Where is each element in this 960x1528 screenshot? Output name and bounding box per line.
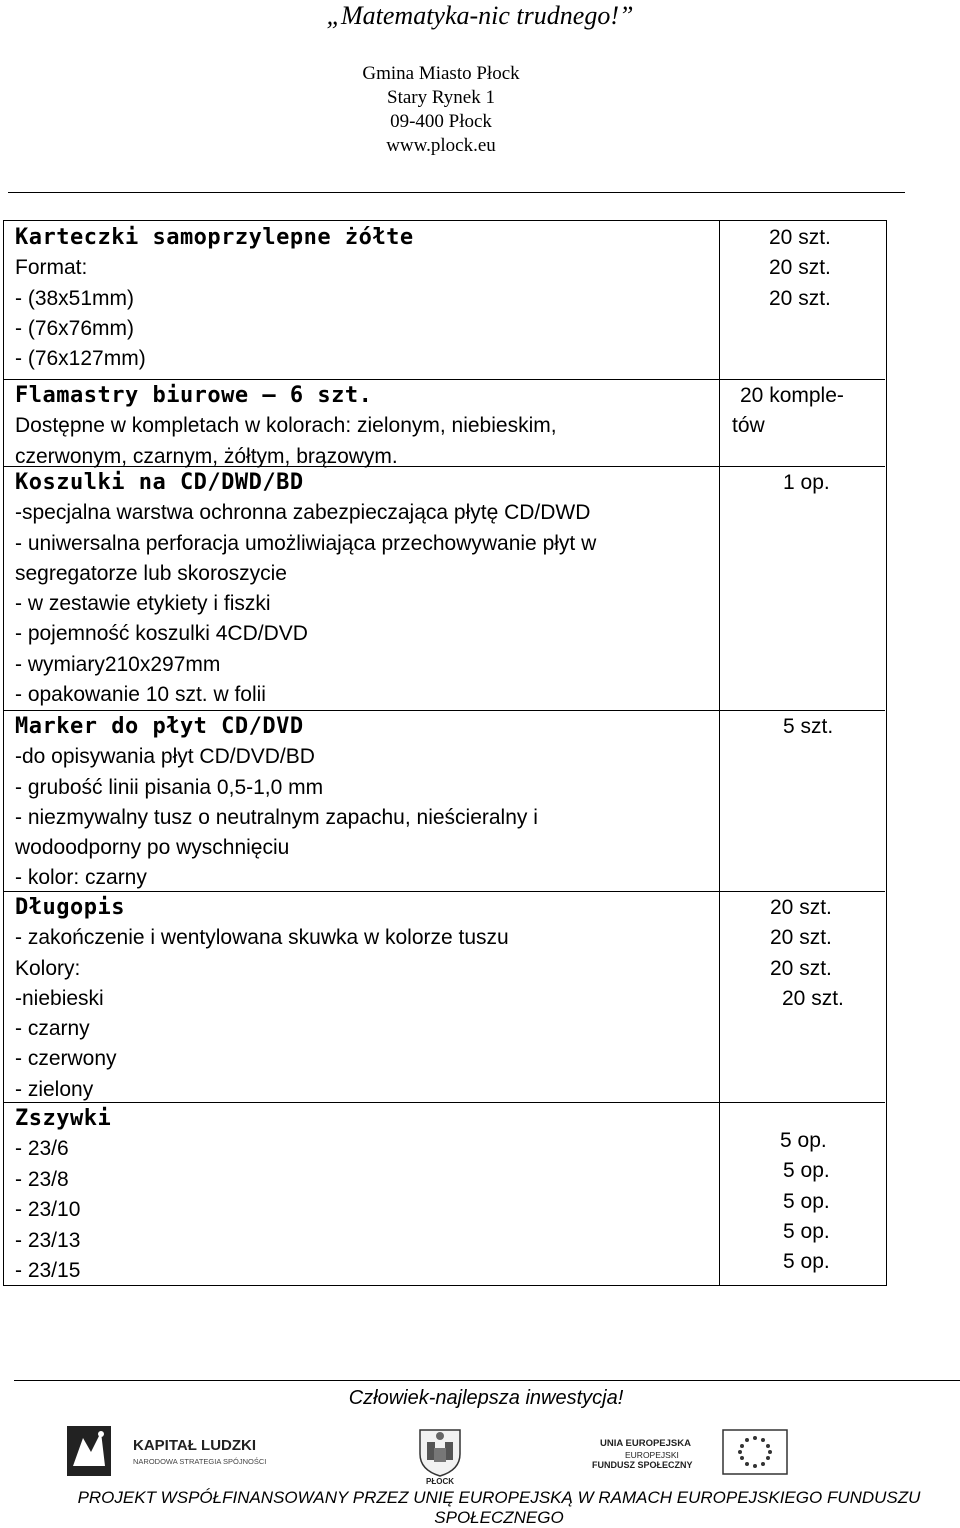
quantity-line: tów <box>732 414 765 438</box>
item-quantity <box>720 710 885 891</box>
footer-divider <box>14 1380 960 1381</box>
project-note <box>0 1488 960 1528</box>
logo-strip <box>65 1418 925 1484</box>
ue-text-1: UNIA EUROPEJSKA <box>600 1438 691 1449</box>
item-detail-line: - kolor: czarny <box>15 866 147 890</box>
quantity-line: 5 op. <box>783 1250 830 1274</box>
item-row <box>4 221 885 380</box>
kapital-ludzki-logo <box>67 1426 266 1476</box>
item-row <box>4 379 885 467</box>
item-detail-line: - uniwersalna perforacja umożliwiająca przechowywanie płyt w <box>15 531 597 555</box>
address-line-2: Stary Rynek 1 <box>387 87 495 108</box>
item-title: Zszywki <box>15 1106 112 1131</box>
item-detail-line: - (38x51mm) <box>15 286 135 310</box>
quantity-line: 1 op. <box>783 471 830 494</box>
item-detail-line: - opakowanie 10 szt. w folii <box>15 683 266 707</box>
quantity-line: 5 op. <box>780 1129 827 1152</box>
item-detail-line: - 23/13 <box>15 1228 81 1252</box>
item-detail-line: - 23/6 <box>15 1137 69 1161</box>
ue-efs-logo <box>592 1430 787 1474</box>
item-quantity <box>720 1102 885 1285</box>
item-description <box>4 1102 720 1285</box>
item-detail-line: Dostępne w kompletach w kolorach: zielonym, niebieskim, <box>15 414 557 438</box>
item-row <box>4 891 885 1103</box>
items-table <box>3 220 887 1286</box>
item-quantity <box>720 466 885 710</box>
item-detail-line: - czarny <box>15 1017 90 1041</box>
address-line-4: www.plock.eu <box>386 135 496 156</box>
item-detail-line: - pojemność koszulki 4CD/DVD <box>15 622 308 646</box>
address-line-3: 09-400 Płock <box>390 111 492 132</box>
quantity-line: 20 szt. <box>770 956 832 980</box>
item-row <box>4 710 885 892</box>
quantity-line: 20 szt. <box>769 226 831 249</box>
item-detail-line: - (76x127mm) <box>15 347 146 371</box>
item-detail-line: -specjalna warstwa ochronna zabezpieczająca płytę CD/DWD <box>15 501 591 525</box>
item-detail-line: wodoodporny po wyschnięciu <box>15 836 290 860</box>
item-title: Karteczki samoprzylepne żółte <box>15 225 414 250</box>
quantity-line: 20 komple- <box>740 384 844 407</box>
address-block <box>0 62 882 158</box>
eu-logos <box>65 1418 925 1484</box>
item-title: Koszulki na CD/DWD/BD <box>15 470 304 495</box>
kapital-ludzki-text: KAPITAŁ LUDZKI <box>133 1437 257 1454</box>
item-detail-line: - zielony <box>15 1077 94 1101</box>
item-quantity <box>720 221 885 379</box>
project-note-line-1: PROJEKT WSPÓŁFINANSOWANY PRZEZ UNIĘ EUROPEJSKĄ W RAMACH EUROPEJSKIEGO FUNDUSZU <box>77 1488 921 1507</box>
ue-text-3: FUNDUSZ SPOŁECZNY <box>592 1460 693 1470</box>
item-description <box>4 221 720 379</box>
item-detail-line: -do opisywania płyt CD/DVD/BD <box>15 745 315 769</box>
quantity-line: 20 szt. <box>770 926 832 950</box>
item-description <box>4 891 720 1102</box>
item-detail-line: Format: <box>15 256 88 280</box>
item-title: Marker do płyt CD/DVD <box>15 714 304 739</box>
plock-coat-of-arms <box>420 1430 460 1484</box>
quantity-line: 20 szt. <box>769 256 831 280</box>
quantity-line: 5 op. <box>783 1189 830 1213</box>
footer-slogan: Człowiek-najlepsza inwestycja! <box>348 1387 624 1409</box>
item-detail-line: - w zestawie etykiety i fiszki <box>15 592 271 616</box>
quantity-line: 20 szt. <box>782 986 844 1010</box>
item-title: Długopis <box>15 895 125 920</box>
address-line-1: Gmina Miasto Płock <box>362 63 520 84</box>
quantity-line: 5 op. <box>783 1219 830 1243</box>
item-detail-line: segregatorze lub skoroszycie <box>15 561 287 585</box>
item-description <box>4 466 720 710</box>
item-description <box>4 379 720 466</box>
item-description <box>4 710 720 891</box>
item-row <box>4 466 885 711</box>
item-title: Flamastry biurowe – 6 szt. <box>15 383 373 408</box>
item-detail-line: czerwonym, czarnym, żółtym, brązowym. <box>15 444 398 468</box>
item-detail-line: -niebieski <box>15 986 104 1010</box>
project-note-line-2: SPOŁECZNEGO <box>434 1508 564 1527</box>
item-detail-line: - czerwony <box>15 1047 117 1071</box>
item-detail-line: - 23/8 <box>15 1167 69 1191</box>
quantity-line: 5 szt. <box>783 715 834 738</box>
item-detail-line: - wymiary210x297mm <box>15 652 221 676</box>
item-quantity <box>720 891 885 1102</box>
item-row <box>4 1102 885 1285</box>
quantity-line: 20 szt. <box>769 286 831 310</box>
item-detail-line: - 23/15 <box>15 1259 81 1283</box>
item-quantity <box>720 379 885 466</box>
header-divider <box>8 192 905 193</box>
item-detail-line: - niezmywalny tusz o neutralnym zapachu, nieścieralny i <box>15 805 538 829</box>
quantity-line: 20 szt. <box>770 896 832 919</box>
quantity-line: 5 op. <box>783 1159 830 1183</box>
ue-text-2: EUROPEJSKI <box>625 1450 679 1460</box>
kapital-ludzki-subtext: NARODOWA STRATEGIA SPÓJNOŚCI <box>133 1457 267 1466</box>
item-detail-line: - (76x76mm) <box>15 316 135 340</box>
item-detail-line: Kolory: <box>15 956 81 980</box>
item-detail-line: - grubość linii pisania 0,5-1,0 mm <box>15 775 324 799</box>
item-detail-line: - 23/10 <box>15 1198 81 1222</box>
plock-logo-text: PŁOCK <box>426 1477 454 1484</box>
document-title: „Matematyka-nic trudnego!” <box>326 1 634 30</box>
item-detail-line: - zakończenie i wentylowana skuwka w kolorze tuszu <box>15 926 509 950</box>
